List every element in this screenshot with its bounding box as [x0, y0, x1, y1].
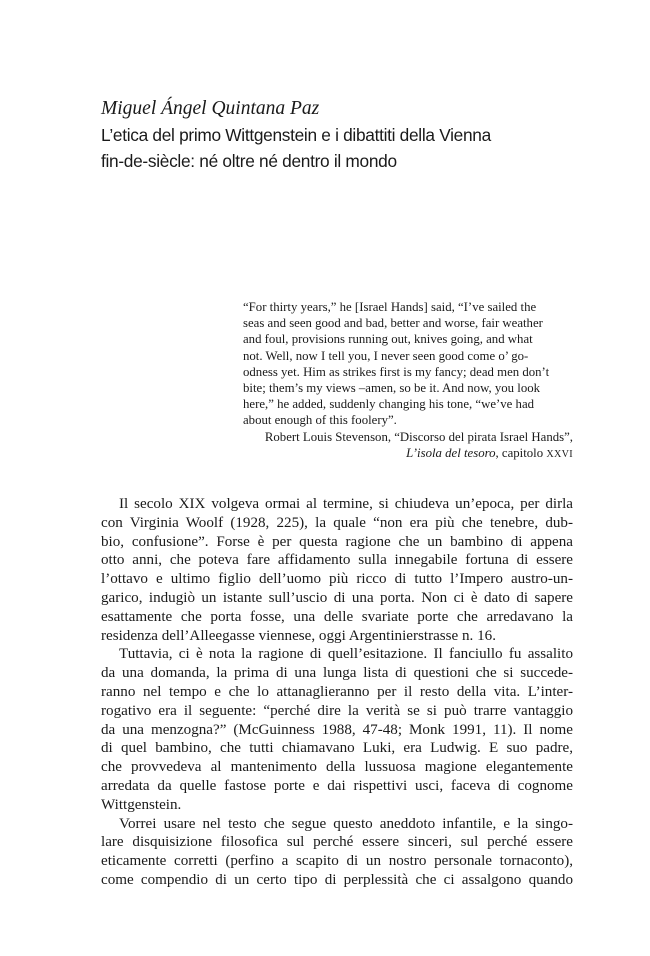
epigraph-line: about enough of this foolery”. [243, 413, 397, 428]
epigraph-line: and foul, provisions running out, knives going, and what [243, 332, 533, 347]
text-line: Wittgenstein. [101, 796, 182, 813]
text-line: esattamente che porta fosse, una delle svariate porte che arredavano la [101, 608, 573, 625]
text-line: che provvedeva al mantenimento della lussuosa magione elegantemente [101, 759, 573, 776]
text-line: con Virginia Woolf (1928, 225), la quale “non era più che tenebre, dub- [101, 514, 573, 531]
article-title-line: fin-de-siècle: né oltre né dentro il mondo [101, 151, 397, 171]
attribution-source [243, 445, 573, 463]
text-line: lare disquisizione filosofica sul perché essere sinceri, sul perché essere [101, 834, 573, 851]
text-line: come compendio di un certo tipo di perplessità che ci assalgono quando [101, 871, 573, 888]
epigraph-line: “For thirty years,” he [Israel Hands] said, “I’ve sailed the [243, 300, 537, 314]
epigraph-line: here,” he added, suddenly changing his tone, “we’ve had [243, 397, 535, 412]
text-line: l’ottavo e ultimo figlio dell’uomo più ricco di tutto l’Impero austro-un- [101, 571, 573, 588]
text-line: bio, confusione”. Forse è per questa ragione che un bambino di appena [101, 533, 573, 550]
epigraph-line: odness yet. Him as strikes first is my fancy; dead men don’t [243, 364, 550, 379]
paragraph [101, 645, 573, 814]
text-line: residenza dell’Alleegasse viennese, oggi Argentinierstrasse n. 16. [101, 627, 496, 644]
text-line: da una menzogna?” (McGuinness 1988, 47-48; Monk 1991, 11). Il nome [101, 721, 573, 738]
article-title-line: L’etica del primo Wittgenstein e i dibattiti della Vienna [101, 125, 491, 145]
text-line: otto anni, che poteva fare affidamento sulla innegabile fortuna di essere [101, 552, 573, 569]
epigraph-line: seas and seen good and bad, better and worse, fair weather [243, 316, 543, 331]
text-line: Tuttavia, ci è nota la ragione di quell’esitazione. Il fanciullo fu assalito [119, 646, 573, 663]
author-name: Miguel Ángel Quintana Paz [101, 98, 320, 119]
article-header [101, 96, 581, 174]
text-line: ranno nel tempo e che lo attanaglieranno per il resto della vita. L’inter- [101, 683, 573, 700]
text-line: arredata da quelle fastose porte e dai rispettivi usci, faceva di cognome [101, 777, 573, 794]
text-line: di quel bambino, che tutti chiamavano Luki, era Ludwig. E suo padre, [101, 740, 573, 757]
source-title: L’isola del tesoro [406, 445, 496, 460]
paragraph [101, 815, 573, 890]
chapter-number: XXVI [546, 448, 573, 460]
epigraph-attribution [243, 429, 573, 463]
text-line: Vorrei usare nel testo che segue questo aneddoto infantile, e la singo- [119, 815, 573, 832]
epigraph-line: bite; them’s my views –amen, so be it. And now, you look [243, 381, 541, 396]
article-title [101, 122, 581, 174]
paragraph [101, 495, 573, 645]
body-text [101, 495, 573, 890]
attribution-line: Robert Louis Stevenson, “Discorso del pirata Israel Hands”, [264, 429, 573, 444]
epigraph-line: not. Well, now I tell you, I never seen good come o’ go- [243, 348, 529, 363]
text-line: eticamente corretti (perfino a scapito di un nostro personale tornaconto), [101, 853, 573, 870]
epigraph [243, 299, 573, 463]
source-separator: , capitolo [495, 445, 547, 460]
text-line: garico, indugiò un istante sull’uscio di una porta. Non ci è dato di sapere [101, 589, 573, 606]
text-line: Il secolo XIX volgeva ormai al termine, si chiudeva un’epoca, per dirla [119, 496, 573, 512]
text-line: da una domanda, la prima di una lunga lista di questioni che si succede- [101, 665, 573, 682]
text-line: rogativo era il seguente: “perché dire la verità se si può trarre vantaggio [101, 702, 573, 719]
epigraph-quote [243, 299, 573, 429]
